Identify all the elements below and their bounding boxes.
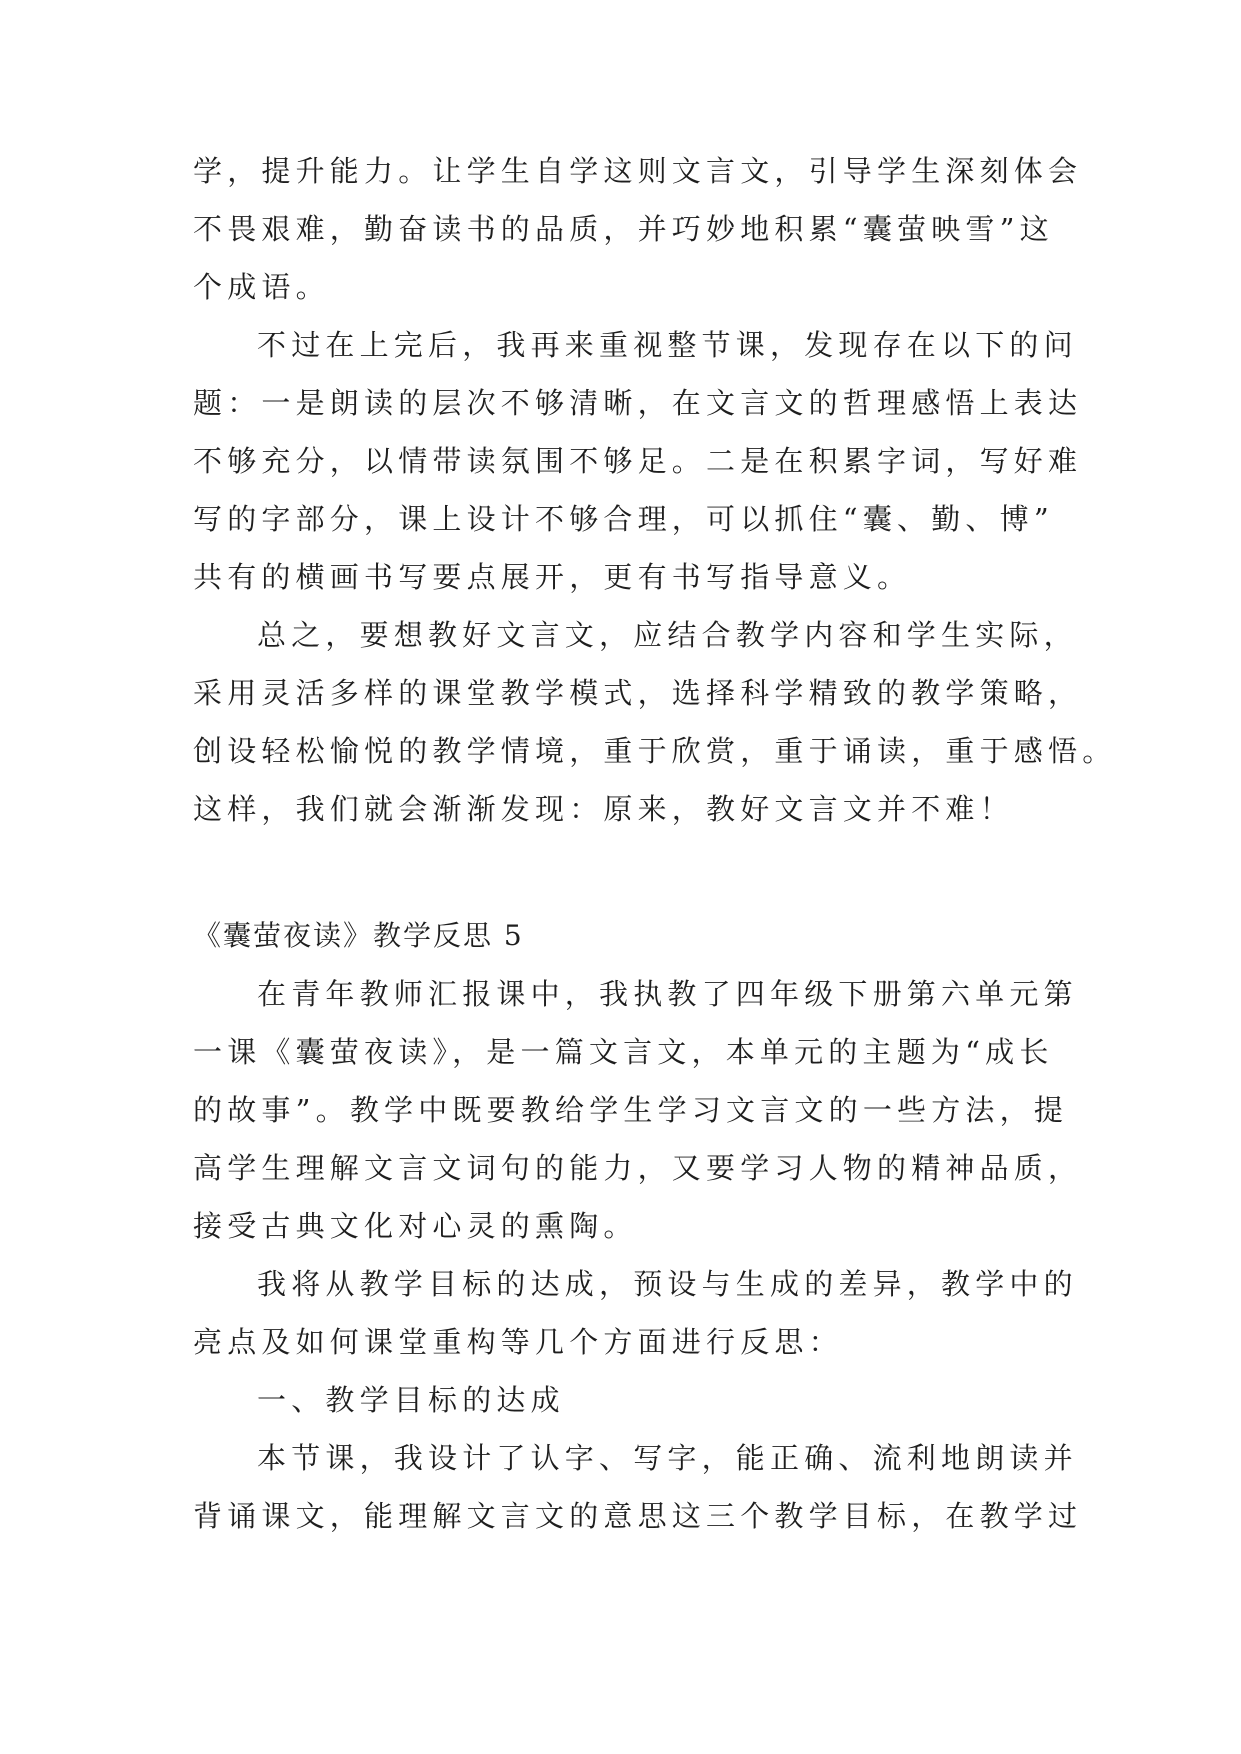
paragraph-line: 不过在上完后，我再来重视整节课，发现存在以下的问 xyxy=(257,328,1078,362)
paragraph-line: 我将从教学目标的达成，预设与生成的差异，教学中的 xyxy=(257,1267,1078,1301)
paragraph-line: 亮点及如何课堂重构等几个方面进行反思： xyxy=(193,1325,843,1359)
paragraph-line: 一课《囊萤夜读》，是一篇文言文，本单元的主题为“成长 xyxy=(193,1035,1054,1069)
paragraph-line: 接受古典文化对心灵的熏陶。 xyxy=(193,1209,638,1243)
paragraph-line: 不畏艰难，勤奋读书的品质，并巧妙地积累“囊萤映雪”这 xyxy=(193,212,1054,246)
paragraph-line: 高学生理解文言文词句的能力，又要学习人物的精神品质， xyxy=(193,1151,1083,1185)
paragraph-line: 这样，我们就会渐渐发现：原来，教好文言文并不难！ xyxy=(193,792,1014,826)
paragraph-line: 总之，要想教好文言文，应结合教学内容和学生实际， xyxy=(257,618,1078,652)
paragraph-line: 采用灵活多样的课堂教学模式，选择科学精致的教学策略， xyxy=(193,676,1083,710)
paragraph-line: 共有的横画书写要点展开，更有书写指导意义。 xyxy=(193,560,912,594)
paragraph-line: 背诵课文，能理解文言文的意思这三个教学目标，在教学过 xyxy=(193,1499,1083,1533)
section-heading: 《囊萤夜读》教学反思 5 xyxy=(193,919,524,952)
paragraph-line: 题：一是朗读的层次不够清晰，在文言文的哲理感悟上表达 xyxy=(193,386,1083,420)
paragraph-line: 学，提升能力。让学生自学这则文言文，引导学生深刻体会 xyxy=(193,154,1083,188)
paragraph-line: 在青年教师汇报课中，我执教了四年级下册第六单元第 xyxy=(257,977,1078,1011)
paragraph-line: 不够充分，以情带读氛围不够足。二是在积累字词，写好难 xyxy=(193,444,1083,478)
subheading-line: 一、教学目标的达成 xyxy=(257,1383,565,1417)
paragraph-line: 个成语。 xyxy=(193,270,330,304)
paragraph-line: 本节课，我设计了认字、写字，能正确、流利地朗读并 xyxy=(257,1441,1078,1475)
paragraph-line: 的故事”。教学中既要教给学生学习文言文的一些方法，提 xyxy=(193,1093,1069,1127)
paragraph-line: 写的字部分，课上设计不够合理，可以抓住“囊、勤、博” xyxy=(193,502,1054,536)
paragraph-line: 创设轻松愉悦的教学情境，重于欣赏，重于诵读，重于感悟。 xyxy=(193,734,1117,768)
